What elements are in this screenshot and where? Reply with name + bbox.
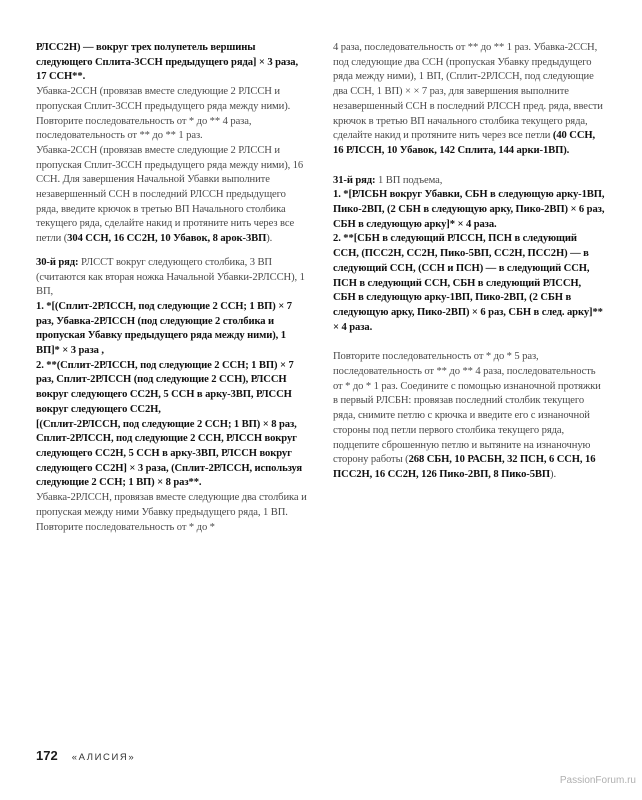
- row-30-ending: Убавка-2РЛССН, провязав вместе следующие два столбика и пропуская между ними Убавку предыдущего ряда, 1 ВП. Повторите последовательность от * до *: [36, 492, 307, 533]
- paragraph-initial-decrease: [36, 144, 308, 247]
- row-31-intro-text: 1 ВП подъема,: [375, 174, 443, 186]
- watermark: PassionForum.ru: [559, 775, 636, 786]
- left-column: [36, 41, 308, 535]
- row-30-step-2: 2. **(Сплит-2РЛССН, под следующие 2 ССН; 1 ВП) × 7 раз, Сплит-2РЛССН (под следующие 2 ССН), РЛССН вокруг следующего СС2Н, 5 ССН в арку-3ВП, РЛССН вокруг следующего СС2Н,: [36, 359, 294, 415]
- row-31-step-1: 1. *[РЛСБН вокруг Убавки, СБН в следующую арку-1ВП, Пико-2ВП, (2 СБН в следующую арку, Пико-2ВП) × 6 раз, СБН в следующую арку]* × 4 раза.: [333, 189, 605, 230]
- row-30-step-1: 1. *[(Сплит-2РЛССН, под следующие 2 ССН; 1 ВП) × 7 раз, Убавка-2РЛССН (под следующие 2 столбика и пропуская Убавку предыдущего ряда между ними), 1 ВП]* × 3 раза ,: [36, 300, 292, 357]
- row-30-title: 30-й ряд:: [36, 256, 79, 268]
- row-29-total-count: 304 ССН, 16 СС2Н, 10 Убавок, 8 арок-3ВП: [67, 233, 267, 245]
- page-footer: [36, 748, 135, 763]
- paragraph-repeat-instructions: Убавка-2ССН (провязав вместе следующие 2 РЛССН и пропуская Сплит-3ССН предыдущего ряда между ними). Повторите последовательность от * до ** 4 раза, последовательность от ** до ** 1 раз.: [36, 86, 291, 142]
- row-30-continuation-text: 4 раза, последовательность от ** до ** 1 раз. Убавка-2ССН, под следующие два ССН (пропуская Убавку предыдущего ряда между ними), 1 ВП, (Сплит-2РЛССН, под следующие два ССН, 1 ВП) × × 7 раз, для завершения выполните незавершенный ССН в последний РЛССН пред. ряда, ввести крючок в третью ВП начального столбика текущего ряда, сделайте накид и протяните нить через все петли: [333, 42, 603, 142]
- row-30-step-3: [(Сплит-2РЛССН, под следующие 2 ССН; 1 ВП) × 8 раз, Сплит-2РЛССН, под следующие 2 ССН, РЛССН вокруг следующего СС2Н, 5 ССН в арку-3ВП, РЛССН вокруг следующего СС2Н] × 3 раза, (Сплит-2РЛССН, используя следующие 2 ССН; 1 ВП) × 8 раз**.: [36, 418, 303, 489]
- paragraph-continuation-bold: РЛСС2Н) — вокруг трех полупетель вершины следующего Сплита-3ССН предыдущего ряда] × 3 раза, 17 ССН**.: [36, 42, 299, 83]
- row-31-intro: [333, 174, 605, 189]
- row-31-title: 31-й ряд:: [333, 174, 376, 186]
- row-31-step-2: 2. **[СБН в следующий РЛССН, ПСН в следующий ССН, (ПСС2Н, СС2Н, Пико-5ВП, СС2Н, ПСС2Н) — в следующий ССН, (ССН и ПСН) — в следующий ССН, ПСН в следующий ССН, СБН в следующий РЛССН, СБН в следующую арку-1ВП, Пико-2ВП, (2 СБН в следующую арку, Пико-2ВП) × 6 раз, СБН в след. арку]** × 4 раза.: [333, 233, 603, 333]
- row-30-continuation: [333, 41, 605, 159]
- right-column: [333, 41, 605, 483]
- row-30-intro-text: РЛССТ вокруг следующего столбика, 3 ВП (считаются как вторая ножка Начальной Убавки-2РЛССН), 1 ВП,: [36, 256, 305, 298]
- magazine-name: «АЛИСИЯ»: [71, 752, 136, 763]
- page-number: 172: [36, 748, 58, 763]
- paragraph-initial-decrease-text: Убавка-2ССН (провязав вместе следующие 2 РЛССН и пропуская Сплит-3ССН предыдущего ряда между ними), 16 ССН. Для завершения Начальной Убавки выполните незавершенный ССН в последний РЛССН предыдущего ряда, введите крючок в третью ВП Начального столбика текущего ряда, сделайте накид и протяните нить через все петли (: [36, 144, 304, 245]
- final-instructions: [333, 350, 605, 482]
- row-31-total-count: 268 СБН, 10 РАСБН, 32 ПСН, 6 ССН, 16 ПСС2Н, 16 СС2Н, 126 Пико-2ВП, 8 Пико-5ВП: [333, 454, 596, 480]
- final-instructions-text: Повторите последовательность от * до * 5 раз, последовательность от ** до ** 4 раза, последовательность от * до * 1 раз. Соедините с помощью изнаночной протяжки в первый РЛСБН: провязав последний столбик текущего ряда, снимите петлю с крючка и введите его с изнаночной стороны под петли первого столбика текущего ряда, подцепите сброшенную петлю и вытяните на изнаночную сторону работы (: [333, 351, 601, 466]
- row-30-intro: [36, 256, 308, 300]
- final-close: ).: [550, 468, 556, 480]
- row-30-total-count: (40 ССН, 16 РЛССН, 10 Убавок, 142 Сплита, 144 арки-1ВП).: [333, 130, 596, 156]
- paragraph-close: ).: [266, 233, 273, 245]
